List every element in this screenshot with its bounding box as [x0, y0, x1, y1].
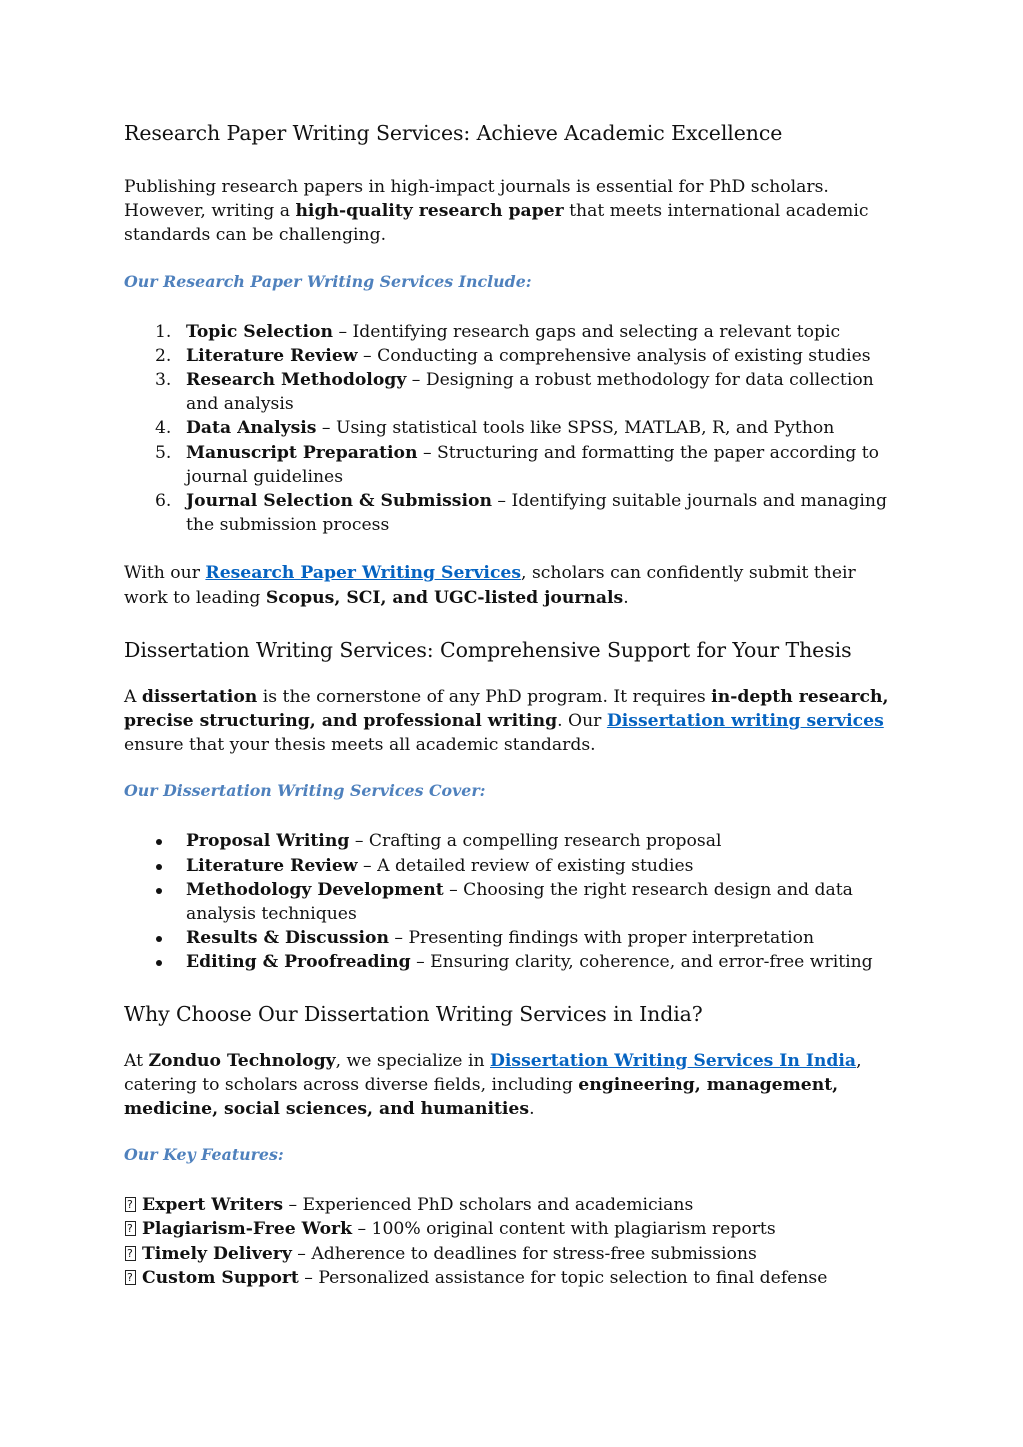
dissertation-services-subheading: Our Dissertation Writing Services Cover: [124, 781, 486, 801]
list-number: 2. [155, 345, 172, 366]
list-item: Literature Review – A detailed review of existing studies [124, 854, 894, 878]
section-title-research-paper: Research Paper Writing Services: Achieve Academic Excellence [124, 121, 783, 145]
bullet-icon [156, 936, 162, 942]
list-item: 5. Manuscript Preparation – Structuring and formatting the paper according to journal guidelines [155, 442, 880, 487]
research-intro-paragraph: Publishing research papers in high-impact journals is essential for PhD scholars. However, writing a high-quality research paper that meets international academic standards can be challenging. [124, 177, 869, 246]
list-number: 4. [155, 418, 172, 439]
bullet-icon [156, 839, 162, 845]
dissertation-writing-services-link[interactable]: Dissertation writing services [606, 711, 884, 732]
section-title-dissertation: Dissertation Writing Services: Comprehensive Support for Your Thesis [124, 637, 852, 662]
research-services-list [124, 320, 894, 538]
list-item: 4. Data Analysis – Using statistical tools like SPSS, MATLAB, R, and Python [124, 416, 894, 440]
list-item: Methodology Development – Choosing the right research design and data analysis techniques [124, 878, 894, 926]
missing-glyph-icon [125, 1197, 136, 1212]
bullet-icon [156, 888, 162, 894]
research-services-subheading: Our Research Paper Writing Services Include: [124, 271, 532, 291]
missing-glyph-icon [125, 1246, 136, 1261]
missing-glyph-icon [125, 1221, 136, 1236]
list-item: ? Timely Delivery – Adherence to deadlines for stress-free submissions [124, 1242, 894, 1266]
why-choose-paragraph: At Zonduo Technology, we specialize in Dissertation Writing Services In India, catering to scholars across diverse fields, including engineering, management, medicine, social sciences, and humanities. [124, 1050, 862, 1120]
list-number: 6. [155, 491, 172, 512]
research-paper-services-link[interactable]: Research Paper Writing Services [205, 563, 522, 584]
dissertation-services-india-link[interactable]: Dissertation Writing Services In India [489, 1050, 857, 1071]
list-item: ? Custom Support – Personalized assistance for topic selection to final defense [124, 1266, 894, 1290]
missing-glyph-icon [125, 1270, 136, 1285]
key-features-subheading: Our Key Features: [124, 1145, 284, 1165]
list-item: 6. Journal Selection & Submission – Identifying suitable journals and managing the submission process [155, 491, 887, 536]
list-number: 3. [155, 370, 172, 391]
dissertation-services-list [124, 829, 894, 974]
list-item: Results & Discussion – Presenting findings with proper interpretation [124, 926, 894, 950]
bullet-icon [156, 864, 162, 870]
list-item: 2. Literature Review – Conducting a comprehensive analysis of existing studies [124, 344, 894, 368]
bullet-icon [156, 960, 162, 966]
list-item: ? Expert Writers – Experienced PhD scholars and academicians [124, 1193, 894, 1217]
list-item: Proposal Writing – Crafting a compelling research proposal [124, 829, 894, 853]
section-title-why-choose: Why Choose Our Dissertation Writing Services in India? [124, 1001, 703, 1026]
dissertation-intro-paragraph: A dissertation is the cornerstone of any PhD program. It requires in-depth research, precise structuring, and professional writing. Our Dissertation writing services ensure that your thesis meets all academic standards. [124, 686, 889, 756]
key-features-list [124, 1193, 894, 1290]
list-item: 1. Topic Selection – Identifying research gaps and selecting a relevant topic [124, 320, 894, 344]
list-number: 5. [155, 442, 172, 463]
list-number: 1. [155, 321, 172, 342]
list-item: Editing & Proofreading – Ensuring clarity, coherence, and error-free writing [124, 950, 894, 974]
research-closing-paragraph: With our Research Paper Writing Services, scholars can confidently submit their work to leading Scopus, SCI, and UGC-listed journals. [124, 563, 856, 608]
list-item: ? Plagiarism-Free Work – 100% original content with plagiarism reports [124, 1217, 894, 1241]
document-page [124, 118, 894, 1290]
list-item: 3. Research Methodology – Designing a robust methodology for data collection and analysis [155, 370, 874, 415]
